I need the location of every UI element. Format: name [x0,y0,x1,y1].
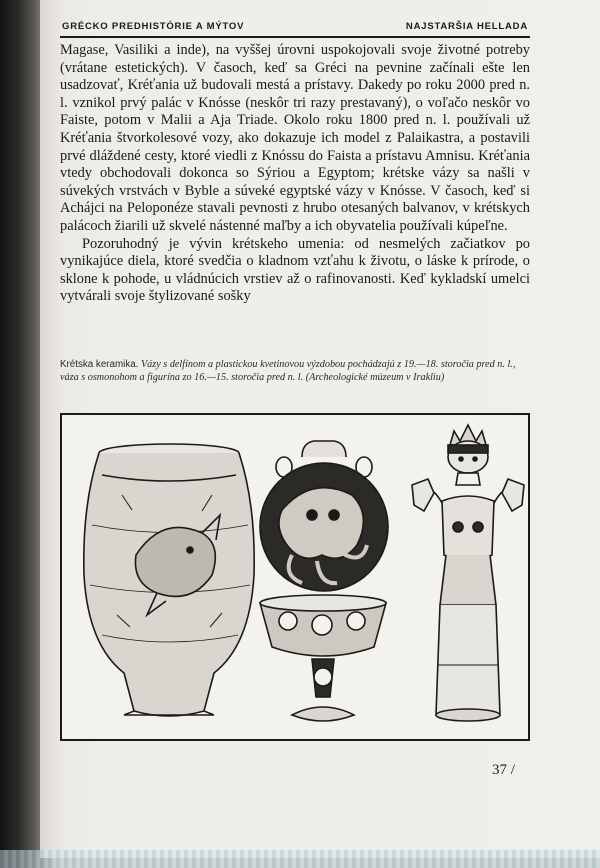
paragraph-2: Pozoruhodný je vývin krétskeho umenia: od nesmelých začiatkov po vynikajúce diela, ktoré svedčia o kladnom vzťahu k životu, o láske k prírode, o sklone k pohode, u vládnúcich vrstiev až o rafinovanosti. Keď kykladskí umelci vytvárali svoje štylizované sošky [60,235,530,305]
header-rule [60,36,530,38]
running-header-right: NAJSTARŠIA HELLADA [405,21,528,32]
figure-caption [60,358,532,385]
paragraph-1: Magase, Vasiliki a inde), na vyššej úrovni uspokojovali svoje životné potreby (vrátane estetických). V časoch, keď sa Gréci na pevnine začínali ešte len usadzovať, Kréťania už budovali mestá a prístavy. Dakedy po roku 2000 pred n. l. vznikol prvý palác v Knósse (neskôr tri razy prestavaný), o voľačo neskôr vo Faiste, potom v Malii a Aja Triade. Okolo roku 1800 pred n. l. používali už Kréťania štvorkolesové vozy, ako dokazuje ich model z Palaikastra, a postavili prvé dláždené cesty, ktoré viedli z Knóssu do Faista a prístavu Amnisu. Kréťania vtedy obchodovali dokonca so Sýriou a Egyptom; krétske vázy sa našli v súvekých vrstvách v Byble a súveké egyptské vázy v Knósse. V časoch, keď si Achájci na Peloponéze stavali pevnosti z hrubo otesaných balvanov, v krétskych palácoch žiarili už skvelé nástenné maľby a ich obyvatelia používali kúpeľne. [60,42,530,234]
caption-lead: Krétska keramika. [60,359,139,370]
running-header-left: GRÉCKO PREDHISTÓRIE A MÝTOV [62,21,245,32]
caption-text: Vázy s delfínom a plastickou kvetinovou výzdobou pochádzajú z 19.—18. storočia pred n. l., váza s osmonohom a figurína zo 16.—15. storočia pred n. l. (Archeologické múzeum v Irakliu) [60,359,516,384]
pottery-illustration [60,413,530,741]
page-number: 37 / [492,762,515,778]
footed-cup-with-flowers [260,595,386,721]
flask-with-octopus [260,441,388,591]
female-figurine [412,425,524,721]
running-header [62,21,528,37]
page-bottom-edge [0,850,600,868]
body-text [60,42,530,306]
pottery-drawing [62,415,528,739]
vase-with-dolphin [84,444,254,716]
